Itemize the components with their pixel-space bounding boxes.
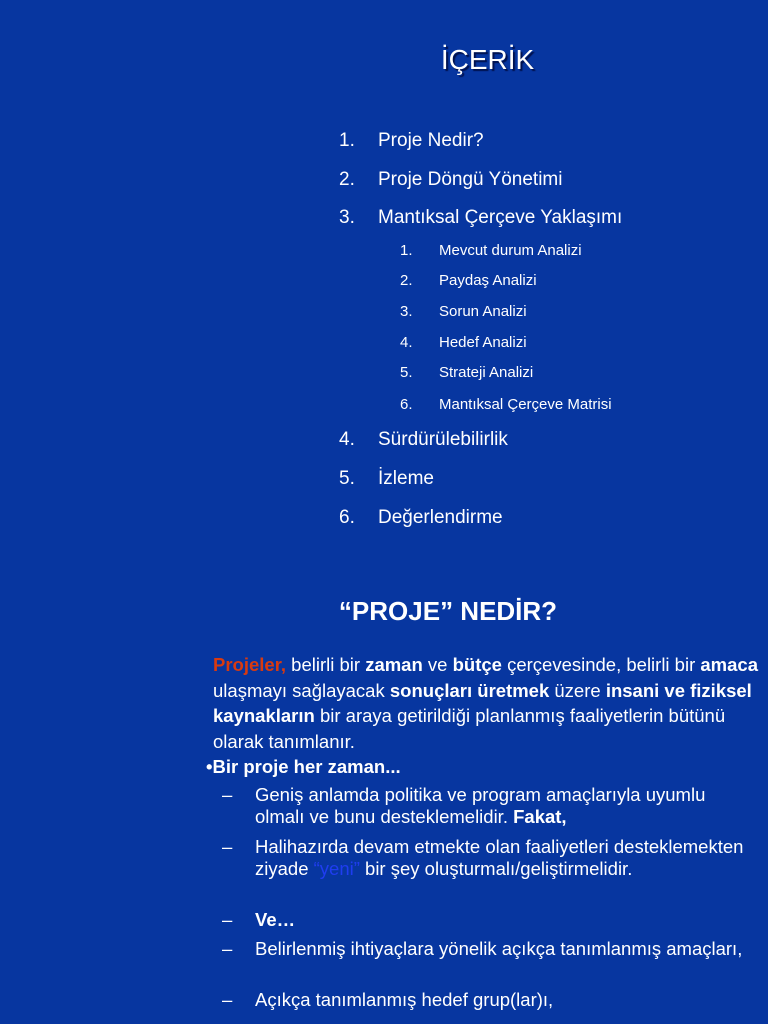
toc-subitem-label: Sorun Analizi — [439, 303, 527, 320]
toc-subitem-label: Mevcut durum Analizi — [439, 242, 582, 259]
toc-subitem-number: 5. — [400, 364, 413, 381]
toc-item-label: Proje Döngü Yönetimi — [378, 169, 563, 190]
toc-item-number: 1. — [339, 130, 355, 151]
toc-item-number: 6. — [339, 507, 355, 528]
keyword-butce: bütçe — [452, 654, 502, 675]
dash-item: Ve… — [255, 909, 296, 930]
keyword-projeler: Projeler, — [213, 654, 287, 675]
toc-item-number: 5. — [339, 468, 355, 489]
toc-subitem-number: 4. — [400, 334, 413, 351]
bullet-heading: •Bir proje her zaman... — [206, 756, 401, 777]
definition-paragraph — [213, 652, 763, 754]
dash-item — [255, 784, 755, 828]
toc-item-number: 4. — [339, 429, 355, 450]
paragraph-text: ve — [422, 654, 453, 675]
dash-item: Belirlenmiş ihtiyaçlara yönelik açıkça tanımlanmış amaçları, — [255, 938, 743, 959]
dash-item-text: bir şey oluşturmalı/geliştirmelidir. — [359, 858, 633, 879]
toc-item-label: Mantıksal Çerçeve Yaklaşımı — [378, 207, 623, 228]
toc-title: İÇERİK — [440, 44, 535, 75]
paragraph-text: bir araya getirildiği planlanmış faaliyetlerin bütünü olarak tanımlanır. — [213, 705, 726, 752]
toc-subitem-number: 3. — [400, 303, 413, 320]
toc-item-number: 3. — [339, 207, 355, 228]
toc-subitem-label: Mantıksal Çerçeve Matrisi — [439, 396, 612, 413]
paragraph-text: çerçevesinde, belirli bir — [501, 654, 701, 675]
dash-item-bold: Fakat, — [513, 806, 567, 827]
dash-item: Açıkça tanımlanmış hedef grup(lar)ı, — [255, 989, 554, 1010]
paragraph-text: ulaşmayı sağlayacak — [213, 679, 390, 701]
toc-subitem-number: 1. — [400, 242, 413, 259]
dash-marker: – — [222, 909, 233, 930]
toc-item-label: İzleme — [378, 468, 434, 489]
toc-subitem-number: 2. — [400, 272, 413, 289]
toc-subitem-label: Hedef Analizi — [439, 334, 527, 351]
toc-subitem-label: Strateji Analizi — [439, 364, 534, 381]
keyword-zaman: zaman — [365, 654, 423, 675]
slide-title: “PROJE” NEDİR? — [338, 596, 558, 626]
toc-item-label: Değerlendirme — [378, 507, 503, 528]
toc-subitem-number: 6. — [400, 396, 413, 413]
dash-item-text: Geniş anlamda politika ve program amaçlarıyla uyumlu olmalı ve bunu desteklemelidir. — [255, 784, 706, 827]
dash-item — [255, 836, 755, 880]
dash-marker: – — [222, 836, 233, 857]
keyword-kaynaklar: insani ve fiziksel kaynakların — [213, 679, 752, 727]
paragraph-text: üzere — [549, 679, 606, 701]
dash-marker: – — [222, 938, 233, 959]
dash-marker: – — [222, 784, 233, 805]
keyword-sonuclari: sonuçları üretmek — [389, 679, 550, 701]
dash-item-text: Halihazırda devam etmekte olan faaliyetleri desteklemekten ziyade — [255, 836, 744, 879]
toc-item-label: Sürdürülebilirlik — [378, 429, 508, 450]
toc-subitem-label: Paydaş Analizi — [439, 272, 537, 289]
keyword-amaca: amaca — [700, 654, 758, 675]
toc-item-number: 2. — [339, 169, 355, 190]
paragraph-text: belirli bir — [286, 654, 366, 675]
keyword-yeni: “yeni” — [313, 858, 360, 879]
dash-marker: – — [222, 989, 233, 1010]
toc-item-label: Proje Nedir? — [378, 130, 484, 151]
